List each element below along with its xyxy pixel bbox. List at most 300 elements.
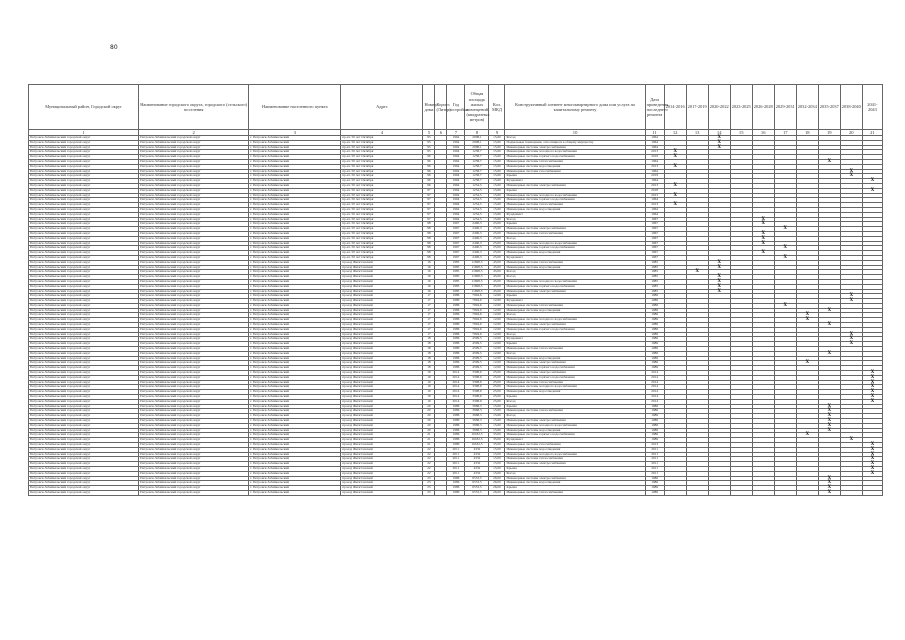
- table-cell: 2019: [645, 174, 664, 179]
- table-cell: Инженерные системы водоотведения: [505, 207, 645, 212]
- cell-settlement: Петровск-Забайкальский городской округ: [139, 332, 249, 337]
- table-cell: 6553,5: [465, 486, 489, 491]
- table-cell: 98: [423, 231, 435, 236]
- cell-period-mark: X: [840, 332, 862, 337]
- column-header: 2017-2019: [686, 85, 708, 130]
- table-cell: проезд Жилстанский: [341, 409, 423, 414]
- table-cell: 96: [423, 183, 435, 188]
- cell-locality: г. Петровск-Забайкальский: [249, 289, 341, 294]
- table-cell: 12,60: [489, 347, 505, 352]
- cell-district: Петровск-Забайкальский городской округ: [29, 299, 139, 304]
- cell-settlement: Петровск-Забайкальский городской округ: [139, 169, 249, 174]
- cell-locality: г. Петровск-Забайкальский: [249, 375, 341, 380]
- column-header: 2041-2043: [862, 85, 882, 130]
- cell-district: Петровск-Забайкальский городской округ: [29, 289, 139, 294]
- table-cell: 25,00: [489, 241, 505, 246]
- table-cell: 2014: [645, 390, 664, 395]
- table-cell: 1967: [645, 246, 664, 251]
- cell-district: Петровск-Забайкальский городской округ: [29, 193, 139, 198]
- table-cell: 98: [423, 241, 435, 246]
- table-cell: 2011: [447, 447, 465, 452]
- cell-settlement: Петровск-Забайкальский городской округ: [139, 207, 249, 212]
- table-cell: 1967: [447, 231, 465, 236]
- table-cell: Инженерные системы теплоснабжения: [505, 203, 645, 208]
- table-cell: 1986: [447, 342, 465, 347]
- table-cell: проезд Жилстанский: [341, 347, 423, 352]
- table-cell: проезд Жилстанский: [341, 380, 423, 385]
- column-header: Конструктивный элемент многоквартирного дома или услуга по капитальному ремонту: [505, 85, 645, 130]
- cell-settlement: Петровск-Забайкальский городской округ: [139, 289, 249, 294]
- table-cell: 18: [423, 361, 435, 366]
- cell-locality: г. Петровск-Забайкальский: [249, 323, 341, 328]
- table-cell: 98: [423, 255, 435, 260]
- cell-district: Петровск-Забайкальский городской округ: [29, 337, 139, 342]
- table-cell: пр-кт. 50 лет Октября: [341, 140, 423, 145]
- cell-period-mark: X: [752, 222, 774, 227]
- table-cell: Инженерные системы электроснабжения: [505, 289, 645, 294]
- table-cell: 19: [423, 390, 435, 395]
- column-number: 8: [465, 130, 489, 136]
- cell-settlement: Петровск-Забайкальский городской округ: [139, 284, 249, 289]
- table-cell: 7994,6: [465, 294, 489, 299]
- column-number: 13: [686, 130, 708, 136]
- cell-district: Петровск-Забайкальский городской округ: [29, 375, 139, 380]
- table-cell: 16: [423, 275, 435, 280]
- table-cell: 1258,7: [465, 164, 489, 169]
- cell-period-mark: X: [840, 169, 862, 174]
- cell-settlement: Петровск-Забайкальский городской округ: [139, 409, 249, 414]
- column-number: 10: [505, 130, 645, 136]
- cell-settlement: Петровск-Забайкальский городской округ: [139, 270, 249, 275]
- cell-settlement: Петровск-Забайкальский городской округ: [139, 217, 249, 222]
- cell-district: Петровск-Забайкальский городской округ: [29, 443, 139, 448]
- table-cell: 97: [423, 193, 435, 198]
- cell-locality: г. Петровск-Забайкальский: [249, 241, 341, 246]
- cell-period-mark: X: [862, 188, 882, 193]
- cell-locality: г. Петровск-Забайкальский: [249, 419, 341, 424]
- table-cell: Инженерные системы газоснабжения: [505, 443, 645, 448]
- table-cell: 1967: [645, 236, 664, 241]
- table-cell: 4332: [465, 466, 489, 471]
- table-cell: Инженерные системы электроснабжения: [505, 462, 645, 467]
- cell-period-mark: X: [708, 289, 730, 294]
- table-cell: 3968,3: [465, 409, 489, 414]
- table-cell: 25,00: [489, 371, 505, 376]
- table-cell: 3398,9: [465, 375, 489, 380]
- table-cell: 15,00: [489, 447, 505, 452]
- table-cell: 2406,3: [465, 246, 489, 251]
- table-cell: 2098,1: [465, 140, 489, 145]
- table-cell: 1986: [447, 481, 465, 486]
- table-cell: Инженерные системы горячего водоснабжения: [505, 375, 645, 380]
- table-cell: 1254,5: [465, 207, 489, 212]
- cell-district: Петровск-Забайкальский городской округ: [29, 476, 139, 481]
- cell-district: Петровск-Забайкальский городской округ: [29, 399, 139, 404]
- table-cell: 11698,3: [465, 270, 489, 275]
- table-cell: 1258,7: [465, 174, 489, 179]
- cell-period-mark: X: [774, 246, 796, 251]
- table-cell: 12,60: [489, 327, 505, 332]
- table-cell: 4599,5: [465, 351, 489, 356]
- table-cell: проезд Жилстанский: [341, 318, 423, 323]
- table-cell: 25,00: [489, 375, 505, 380]
- table-cell: Фасад: [505, 270, 645, 275]
- table-cell: 1986: [447, 303, 465, 308]
- table-cell: Крыша: [505, 294, 645, 299]
- cell-district: Петровск-Забайкальский городской округ: [29, 371, 139, 376]
- table-cell: 1985: [645, 270, 664, 275]
- table-cell: 1967: [447, 227, 465, 232]
- cell-locality: г. Петровск-Забайкальский: [249, 164, 341, 169]
- cell-locality: г. Петровск-Забайкальский: [249, 337, 341, 342]
- table-cell: 12,60: [489, 308, 505, 313]
- table-cell: проезд Жилстанский: [341, 279, 423, 284]
- table-cell: 1254,5: [465, 203, 489, 208]
- cell-period-mark: X: [818, 490, 840, 495]
- cell-district: Петровск-Забайкальский городской округ: [29, 390, 139, 395]
- table-cell: 15,60: [489, 150, 505, 155]
- table-cell: Крыша: [505, 486, 645, 491]
- table-cell: 1967: [447, 255, 465, 260]
- cell-period-mark: X: [664, 203, 686, 208]
- cell-district: Петровск-Забайкальский городской округ: [29, 198, 139, 203]
- table-cell: Фундамент: [505, 179, 645, 184]
- table-cell: 1986: [447, 409, 465, 414]
- column-header: 2038-2040: [840, 85, 862, 130]
- table-cell: 35,00: [489, 443, 505, 448]
- table-cell: 15,60: [489, 159, 505, 164]
- cell-settlement: Петровск-Забайкальский городской округ: [139, 399, 249, 404]
- cell-settlement: Петровск-Забайкальский городской округ: [139, 490, 249, 495]
- cell-period-mark: X: [796, 318, 818, 323]
- cell-period-mark: X: [862, 371, 882, 376]
- cell-settlement: Петровск-Забайкальский городской округ: [139, 212, 249, 217]
- cell-period-mark: X: [664, 155, 686, 160]
- table-cell: 1964: [447, 198, 465, 203]
- table-cell: 7994,6: [465, 313, 489, 318]
- cell-district: Петровск-Забайкальский городской округ: [29, 150, 139, 155]
- table-cell: 25,00: [489, 399, 505, 404]
- table-cell: 1986: [447, 490, 465, 495]
- table-cell: 15,60: [489, 419, 505, 424]
- table-cell: 4332: [465, 462, 489, 467]
- cell-period-mark: X: [862, 466, 882, 471]
- table-cell: 18: [423, 366, 435, 371]
- cell-locality: г. Петровск-Забайкальский: [249, 395, 341, 400]
- cell-district: Петровск-Забайкальский городской округ: [29, 428, 139, 433]
- table-cell: 17: [423, 303, 435, 308]
- table-cell: пр-кт. 50 лет Октября: [341, 217, 423, 222]
- table-cell: 2014: [645, 380, 664, 385]
- column-number: 21: [862, 130, 882, 136]
- table-cell: Инженерные системы теплоснабжения: [505, 159, 645, 164]
- table-cell: 1986: [447, 323, 465, 328]
- table-cell: 1986: [645, 347, 664, 352]
- cell-period-mark: X: [840, 299, 862, 304]
- table-cell: проезд Жилстанский: [341, 390, 423, 395]
- cell-period-mark: X: [818, 428, 840, 433]
- table-cell: 1986: [645, 332, 664, 337]
- table-cell: 1986: [447, 438, 465, 443]
- table-cell: 15,60: [489, 414, 505, 419]
- table-cell: 18: [423, 342, 435, 347]
- table-cell: 1985: [447, 265, 465, 270]
- cell-period-mark: X: [818, 486, 840, 491]
- table-cell: 16: [423, 284, 435, 289]
- cell-period-mark: X: [708, 136, 730, 141]
- table-cell: 25,00: [489, 385, 505, 390]
- table-cell: 1967: [447, 241, 465, 246]
- table-cell: 4599,5: [465, 337, 489, 342]
- cell-locality: г. Петровск-Забайкальский: [249, 193, 341, 198]
- table-cell: проезд Жилстанский: [341, 428, 423, 433]
- cell-settlement: Петровск-Забайкальский городской округ: [139, 313, 249, 318]
- table-cell: 16182,5: [465, 443, 489, 448]
- table-cell: 15,60: [489, 155, 505, 160]
- table-cell: 2011: [645, 471, 664, 476]
- table-cell: 1986: [447, 294, 465, 299]
- cell-period-mark: X: [862, 390, 882, 395]
- table-cell: пр-кт. 50 лет Октября: [341, 207, 423, 212]
- table-cell: Крыша: [505, 342, 645, 347]
- cell-district: Петровск-Забайкальский городской округ: [29, 395, 139, 400]
- cell-settlement: Петровск-Забайкальский городской округ: [139, 471, 249, 476]
- cell-settlement: Петровск-Забайкальский городской округ: [139, 323, 249, 328]
- table-cell: 15,00: [489, 471, 505, 476]
- table-cell: 12,60: [489, 323, 505, 328]
- table-cell: 25,00: [489, 251, 505, 256]
- table-cell: 3398,9: [465, 380, 489, 385]
- table-cell: 12,60: [489, 337, 505, 342]
- cell-district: Петровск-Забайкальский городской округ: [29, 318, 139, 323]
- table-cell: 3398,9: [465, 371, 489, 376]
- table-cell: 4332: [465, 457, 489, 462]
- table-cell: Фасад: [505, 217, 645, 222]
- table-cell: Инженерные системы водоотведения: [505, 356, 645, 361]
- table-cell: 26,00: [489, 476, 505, 481]
- table-cell: 1258,7: [465, 159, 489, 164]
- cell-district: Петровск-Забайкальский городской округ: [29, 471, 139, 476]
- table-cell: 4599,5: [465, 361, 489, 366]
- cell-period-mark: X: [752, 217, 774, 222]
- table-cell: 1964: [447, 193, 465, 198]
- table-cell: Фасад: [505, 313, 645, 318]
- table-cell: 1967: [447, 246, 465, 251]
- table-cell: проезд Жилстанский: [341, 457, 423, 462]
- table-cell: 2014: [645, 395, 664, 400]
- table-cell: 2014: [447, 380, 465, 385]
- table-cell: 1964: [447, 179, 465, 184]
- cell-period-mark: [730, 490, 752, 495]
- table-cell: проезд Жилстанский: [341, 366, 423, 371]
- cell-settlement: Петровск-Забайкальский городской округ: [139, 255, 249, 260]
- table-cell: 1258,7: [465, 169, 489, 174]
- cell-settlement: Петровск-Забайкальский городской округ: [139, 183, 249, 188]
- cell-period-mark: X: [708, 260, 730, 265]
- table-cell: 25,00: [489, 222, 505, 227]
- cell-district: Петровск-Забайкальский городской округ: [29, 433, 139, 438]
- table-cell: Фундамент: [505, 438, 645, 443]
- table-cell: 7994,6: [465, 332, 489, 337]
- cell-district: Петровск-Забайкальский городской округ: [29, 294, 139, 299]
- cell-district: Петровск-Забайкальский городской округ: [29, 419, 139, 424]
- cell-period-mark: [708, 490, 730, 495]
- table-cell: проезд Жилстанский: [341, 385, 423, 390]
- table-cell: 22: [423, 457, 435, 462]
- cell-period-mark: X: [818, 409, 840, 414]
- column-number: 7: [447, 130, 465, 136]
- cell-locality: г. Петровск-Забайкальский: [249, 462, 341, 467]
- table-cell: пр-кт. 50 лет Октября: [341, 236, 423, 241]
- table-cell: 97: [423, 212, 435, 217]
- table-cell: проезд Жилстанский: [341, 342, 423, 347]
- table-cell: проезд Жилстанский: [341, 323, 423, 328]
- cell-district: Петровск-Забайкальский городской округ: [29, 140, 139, 145]
- cell-district: Петровск-Забайкальский городской округ: [29, 414, 139, 419]
- table-cell: 12,60: [489, 342, 505, 347]
- cell-settlement: Петровск-Забайкальский городской округ: [139, 356, 249, 361]
- cell-settlement: Петровск-Забайкальский городской округ: [139, 299, 249, 304]
- cell-period-mark: [774, 490, 796, 495]
- table-cell: 17: [423, 299, 435, 304]
- table-cell: 95: [423, 140, 435, 145]
- cell-period-mark: X: [862, 380, 882, 385]
- table-cell: пр-кт. 50 лет Октября: [341, 155, 423, 160]
- table-cell: 25,00: [489, 255, 505, 260]
- cell-period-mark: X: [862, 447, 882, 452]
- table-cell: 2406,3: [465, 255, 489, 260]
- table-cell: 1986: [447, 419, 465, 424]
- cell-period-mark: X: [708, 284, 730, 289]
- table-cell: пр-кт. 50 лет Октября: [341, 246, 423, 251]
- table-cell: 2406,3: [465, 251, 489, 256]
- table-cell: 1964: [447, 212, 465, 217]
- cell-locality: г. Петровск-Забайкальский: [249, 414, 341, 419]
- table-cell: 3968,3: [465, 414, 489, 419]
- table-cell: пр-кт. 50 лет Октября: [341, 198, 423, 203]
- table-cell: Инженерные системы водоотведения: [505, 428, 645, 433]
- cell-locality: г. Петровск-Забайкальский: [249, 490, 341, 495]
- cell-district: Петровск-Забайкальский городской округ: [29, 438, 139, 443]
- cell-settlement: Петровск-Забайкальский городской округ: [139, 433, 249, 438]
- table-cell: проезд Жилстанский: [341, 371, 423, 376]
- cell-settlement: Петровск-Забайкальский городской округ: [139, 164, 249, 169]
- table-cell: 3398,9: [465, 399, 489, 404]
- cell-period-mark: X: [796, 313, 818, 318]
- cell-settlement: Петровск-Забайкальский городской округ: [139, 231, 249, 236]
- table-cell: пр-кт. 50 лет Октября: [341, 241, 423, 246]
- table-cell: пр-кт. 50 лет Октября: [341, 222, 423, 227]
- table-cell: 1985: [447, 275, 465, 280]
- column-number: 2: [139, 130, 249, 136]
- cell-period-mark: [664, 490, 686, 495]
- table-cell: пр-кт. 50 лет Октября: [341, 145, 423, 150]
- cell-settlement: Петровск-Забайкальский городской округ: [139, 385, 249, 390]
- table-cell: проезд Жилстанский: [341, 265, 423, 270]
- cell-period-mark: X: [774, 303, 796, 308]
- cell-district: Петровск-Забайкальский городской округ: [29, 164, 139, 169]
- table-cell: 15,60: [489, 423, 505, 428]
- cell-period-mark: X: [818, 414, 840, 419]
- cell-locality: г. Петровск-Забайкальский: [249, 466, 341, 471]
- cell-district: Петровск-Забайкальский городской округ: [29, 183, 139, 188]
- cell-locality: г. Петровск-Забайкальский: [249, 260, 341, 265]
- table-cell: пр-кт. 50 лет Октября: [341, 212, 423, 217]
- cell-period-mark: X: [796, 361, 818, 366]
- table-cell: проезд Жилстанский: [341, 260, 423, 265]
- cell-locality: г. Петровск-Забайкальский: [249, 409, 341, 414]
- table-cell: 2014: [447, 371, 465, 376]
- cell-period-mark: X: [840, 174, 862, 179]
- cell-locality: г. Петровск-Забайкальский: [249, 423, 341, 428]
- table-cell: проезд Жилстанский: [341, 438, 423, 443]
- table-cell: 11698,3: [465, 289, 489, 294]
- table-cell: [435, 490, 447, 495]
- table-cell: 20: [423, 423, 435, 428]
- table-cell: проезд Жилстанский: [341, 284, 423, 289]
- cell-locality: г. Петровск-Забайкальский: [249, 486, 341, 491]
- table-cell: 2406,3: [465, 227, 489, 232]
- table-cell: 15,60: [489, 207, 505, 212]
- cell-settlement: Петровск-Забайкальский городской округ: [139, 222, 249, 227]
- table-cell: Инженерные системы теплоснабжения: [505, 231, 645, 236]
- table-cell: проезд Жилстанский: [341, 486, 423, 491]
- table-cell: 1986: [645, 361, 664, 366]
- table-cell: 2013: [645, 150, 664, 155]
- cell-district: Петровск-Забайкальский городской округ: [29, 457, 139, 462]
- table-cell: 35,00: [489, 433, 505, 438]
- table-cell: 17: [423, 332, 435, 337]
- table-cell: проезд Жилстанский: [341, 303, 423, 308]
- cell-settlement: Петровск-Забайкальский городской округ: [139, 380, 249, 385]
- cell-settlement: Петровск-Забайкальский городской округ: [139, 371, 249, 376]
- table-cell: проезд Жилстанский: [341, 490, 423, 495]
- table-cell: 1986: [447, 299, 465, 304]
- table-cell: 11698,3: [465, 265, 489, 270]
- table-cell: проезд Жилстанский: [341, 294, 423, 299]
- cell-locality: г. Петровск-Забайкальский: [249, 438, 341, 443]
- table-cell: 1964: [645, 136, 664, 141]
- table-cell: 21: [423, 433, 435, 438]
- cell-settlement: Петровск-Забайкальский городской округ: [139, 443, 249, 448]
- table-cell: 1964: [645, 145, 664, 150]
- table-cell: 1985: [645, 284, 664, 289]
- table-cell: 11698,3: [465, 279, 489, 284]
- table-cell: 2018: [645, 188, 664, 193]
- cell-locality: г. Петровск-Забайкальский: [249, 179, 341, 184]
- table-cell: 1964: [447, 150, 465, 155]
- table-cell: Инженерные системы газоснабжения: [505, 169, 645, 174]
- cell-district: Петровск-Забайкальский городской округ: [29, 327, 139, 332]
- table-cell: Инженерные системы электроснабжения: [505, 371, 645, 376]
- table-cell: 45,00: [489, 284, 505, 289]
- table-cell: 1986: [645, 327, 664, 332]
- table-cell: Крыша: [505, 222, 645, 227]
- cell-locality: г. Петровск-Забайкальский: [249, 380, 341, 385]
- column-number: 11: [645, 130, 664, 136]
- column-number: 6: [435, 130, 447, 136]
- table-cell: 1986: [645, 481, 664, 486]
- table-cell: проезд Жилстанский: [341, 327, 423, 332]
- column-header: Общая площадь жилых помещений (квадратных метров): [465, 85, 489, 130]
- table-cell: 1964: [447, 188, 465, 193]
- cell-settlement: Петровск-Забайкальский городской округ: [139, 279, 249, 284]
- cell-settlement: Петровск-Забайкальский городской округ: [139, 395, 249, 400]
- cell-locality: г. Петровск-Забайкальский: [249, 313, 341, 318]
- table-cell: 15,60: [489, 145, 505, 150]
- table-cell: 15,60: [489, 188, 505, 193]
- table-cell: Фасад: [505, 275, 645, 280]
